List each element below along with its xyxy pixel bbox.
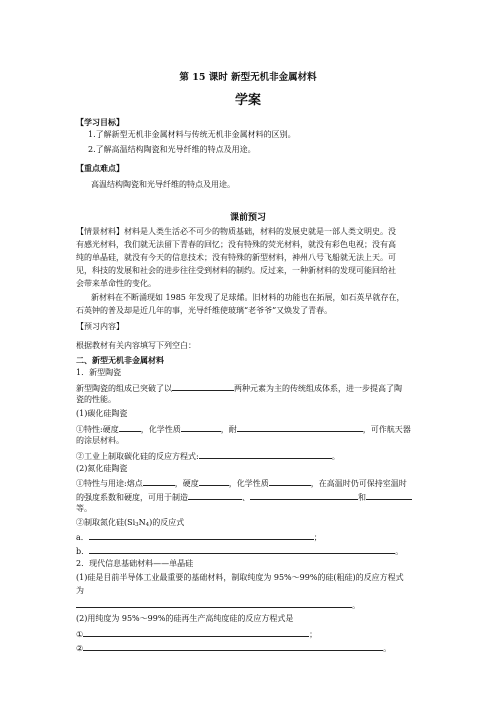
sic-prep-label: ②工业上制取碳化硅的反应方程式: — [76, 452, 199, 461]
label-b: b． — [76, 547, 90, 556]
blank-sin-equation-b[interactable] — [89, 545, 395, 554]
sic-resist-label: ，耐 — [220, 425, 237, 434]
keypoints-text: 高温结构陶瓷和光导纤维的特点及用途。 — [91, 180, 235, 189]
objective-item-1: 1.了解新型无机非金属材料与传统无机非金属材料的区别。 — [88, 130, 296, 139]
silicon-q1-answer — [76, 599, 360, 611]
sin-uses-and: 和 — [358, 493, 366, 502]
sic-heading: (1)碳化硅陶瓷 — [76, 409, 128, 418]
ceramics-line-1 — [76, 382, 402, 394]
silicon-q2-answer-2 — [76, 642, 391, 654]
page-subtitle: 学案 — [234, 93, 261, 108]
silicon-q2-line: (2)用纯度为 95%～99%的硅再生产高纯度硅的反应方程式是 — [76, 614, 294, 623]
item1-label: 1．新型陶瓷 — [76, 368, 122, 377]
sin-heading: (2)氮化硅陶瓷 — [76, 464, 128, 473]
sin-uses-line — [76, 491, 412, 503]
blank-sic-resist[interactable] — [237, 423, 363, 432]
sin-equation-a — [76, 531, 322, 543]
instruction-text: 根据教材有关内容填写下列空白： — [76, 341, 196, 350]
q2-answer-2-period: 。 — [383, 644, 392, 653]
blank-sin-use-2[interactable] — [250, 491, 358, 500]
sin-hardness-label: ，硬度 — [174, 479, 199, 488]
football-line-2: 石英钟的普及却是近几年的事，光导纤维使玻璃“老爷爷”又焕发了青春。 — [76, 306, 333, 315]
silicon-q2-answer-1 — [76, 628, 317, 640]
sin-equation-b — [76, 545, 403, 557]
sic-prep-period: 。 — [331, 452, 340, 461]
sin-uses-sep: 、 — [242, 493, 250, 502]
blank-sic-chem[interactable] — [181, 423, 221, 432]
silicon-q1-line-2: 为 — [76, 586, 84, 595]
circle-2: ② — [76, 644, 84, 653]
blank-sin-hardness[interactable] — [199, 477, 229, 486]
sic-use-label: ，可作航天器 — [362, 425, 411, 434]
blank-sic-equation[interactable] — [199, 450, 332, 459]
situation-line-2: 有感光材料，我们就无法留下青春的回忆；没有特殊的荧光材料，就没有彩色电视；没有高 — [76, 240, 396, 249]
sin-prep-text-b: )的反应式 — [149, 518, 185, 527]
ceramics-text-b: 两种元素为主的传统组成体系，进一步提高了陶 — [234, 384, 402, 393]
silicon-q1-line-1: (1)硅是目前半导体工业最重要的基础材料，制取纯度为 95%～99%的硅(粗硅)的反应方程式 — [76, 573, 404, 582]
sic-hardness-label: ①特性:硬度 — [76, 425, 119, 434]
objective-item-2: 2.了解高温结构陶瓷和光导纤维的特点及用途。 — [88, 145, 256, 154]
blank-elements[interactable] — [172, 382, 234, 391]
sic-coating-line: 的涂层材料。 — [76, 436, 124, 445]
q1-answer-period: 。 — [352, 601, 360, 610]
blank-pure-silicon-step-2[interactable] — [83, 642, 383, 651]
situation-line-1: 【情景材料】材料是人类生活必不可少的物质基础，材料的发展史就是一部人类文明史。没 — [76, 227, 396, 236]
keypoints-heading: 【重点难点】 — [76, 163, 124, 173]
sic-chem-label: ，化学性质 — [140, 425, 181, 434]
circle-1: ① — [76, 630, 84, 639]
sin-temp-label: ，在高温时仍可保持室温时 — [310, 479, 407, 488]
situation-line-3: 纯的单晶硅，就没有今天的信息技术；没有特殊的新型材料，神州八号飞船就无法上天。可 — [76, 253, 396, 262]
sin-prep-text-a: ②制取氮化硅(Si — [76, 518, 136, 527]
sin-formula-n: N — [138, 518, 146, 527]
sin-prep-line — [76, 518, 184, 528]
sin-uses-label: 的强度系数和硬度，可用于制造 — [76, 493, 188, 502]
section-heading: 二、新型无机非金属材料 — [76, 355, 164, 365]
blank-sin-equation-a[interactable] — [89, 531, 314, 540]
sin-chem-label: ，化学性质 — [228, 479, 269, 488]
blank-sin-use-1[interactable] — [188, 491, 242, 500]
blank-crude-silicon-equation[interactable] — [76, 599, 352, 608]
blank-sin-chem[interactable] — [269, 477, 311, 486]
sin-deng-line: 等。 — [76, 504, 92, 513]
q2-answer-1-semicolon: ； — [309, 630, 318, 639]
football-line-1: 新材料在不断涌现如 1985 年发现了足球烯。旧材料的功能也在拓展，如石英早就存在， — [91, 293, 405, 302]
sic-properties-line — [76, 423, 411, 435]
item2-label: 2．现代信息基础材料——单晶硅 — [76, 559, 194, 568]
blank-sin-melt[interactable] — [143, 477, 175, 486]
sin-melt-label: ①特性与用途:熔点 — [76, 479, 143, 488]
blank-sin-use-3[interactable] — [366, 491, 412, 500]
preview-content-label: 【预习内容】 — [76, 322, 124, 331]
objectives-heading: 【学习目标】 — [76, 117, 124, 127]
label-a: a． — [76, 533, 89, 542]
preview-heading: 课前预习 — [229, 213, 266, 223]
blank-pure-silicon-step-1[interactable] — [83, 628, 309, 637]
equation-a-semicolon: ； — [313, 533, 322, 542]
ceramics-line-2: 瓷的性能。 — [76, 395, 116, 404]
situation-line-5: 会带来革命性的变化。 — [76, 279, 156, 288]
sin-formula-sub-4: 4 — [145, 522, 150, 528]
blank-sic-hardness[interactable] — [119, 423, 141, 432]
sic-prep-line — [76, 450, 340, 462]
sin-properties-line — [76, 477, 407, 489]
page-title: 第 15 课时 新型无机非金属材料 — [179, 72, 317, 83]
sin-formula-sub-3: 3 — [135, 522, 139, 528]
ceramics-text-a: 新型陶瓷的组成已突破了以 — [76, 384, 172, 393]
equation-b-period: 。 — [395, 547, 404, 556]
situation-line-4: 见，科技的发展和社会的进步往往受到材料的制约。反过来，一种新材料的发现可能回给社 — [76, 266, 396, 275]
